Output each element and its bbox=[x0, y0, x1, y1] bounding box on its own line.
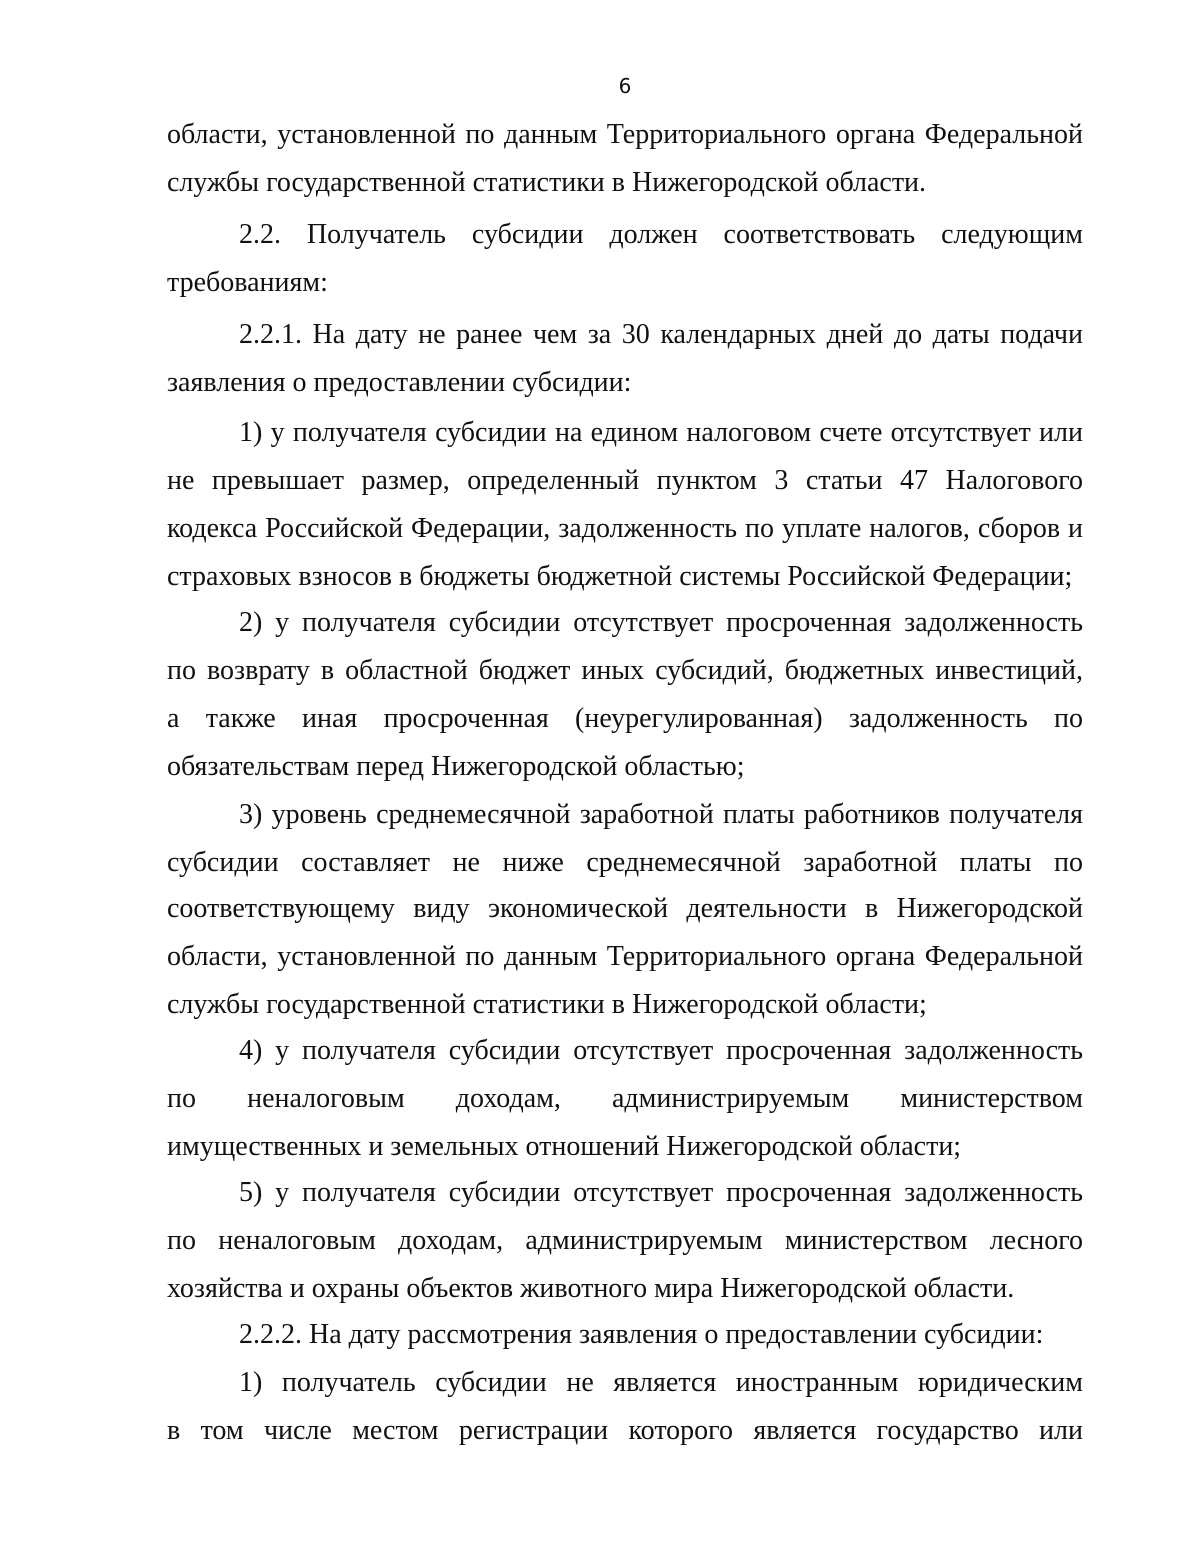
page-number: 6 bbox=[618, 74, 632, 98]
text-line: по неналоговым доходам, администрируемым министерством лесного bbox=[167, 1225, 1083, 1256]
text-line: по неналоговым доходам, администрируемым министерством bbox=[167, 1083, 1083, 1114]
text-line: 2.2. Получатель субсидии должен соответствовать следующим bbox=[239, 219, 1083, 250]
text-line: 4) у получателя субсидии отсутствует просроченная задолженность bbox=[239, 1035, 1083, 1066]
text-line: 1) получатель субсидии не является иностранным юридическим bbox=[239, 1367, 1083, 1398]
text-line: службы государственной статистики в Нижегородской области; bbox=[167, 989, 927, 1020]
text-line: соответствующему виду экономической деятельности в Нижегородской bbox=[167, 893, 1083, 924]
text-line: 1) у получателя субсидии на едином налоговом счете отсутствует или bbox=[239, 417, 1083, 448]
text-line: службы государственной статистики в Нижегородской области. bbox=[167, 167, 927, 198]
text-line: области, установленной по данным Территориального органа Федеральной bbox=[167, 119, 1083, 150]
text-line: области, установленной по данным Территориального органа Федеральной bbox=[167, 941, 1083, 972]
text-line: в том числе местом регистрации которого является государство или bbox=[167, 1415, 1083, 1446]
text-line: 3) уровень среднемесячной заработной платы работников получателя bbox=[239, 799, 1083, 830]
text-line: хозяйства и охраны объектов животного мира Нижегородской области. bbox=[167, 1273, 1015, 1304]
text-line: имущественных и земельных отношений Нижегородской области; bbox=[167, 1131, 962, 1162]
text-line: а также иная просроченная (неурегулированная) задолженность по bbox=[167, 703, 1083, 734]
text-line: заявления о предоставлении субсидии: bbox=[167, 367, 632, 398]
text-line: субсидии составляет не ниже среднемесячной заработной платы по bbox=[167, 847, 1083, 878]
text-line: требованиям: bbox=[167, 267, 328, 298]
text-line: 5) у получателя субсидии отсутствует просроченная задолженность bbox=[239, 1177, 1083, 1208]
text-line: 2.2.1. На дату не ранее чем за 30 календарных дней до даты подачи bbox=[239, 319, 1083, 350]
text-line: кодекса Российской Федерации, задолженность по уплате налогов, сборов и bbox=[167, 513, 1083, 544]
text-line: 2) у получателя субсидии отсутствует просроченная задолженность bbox=[239, 607, 1083, 638]
text-line: обязательствам перед Нижегородской областью; bbox=[167, 751, 745, 782]
text-line: страховых взносов в бюджеты бюджетной системы Российской Федерации; bbox=[167, 561, 1073, 592]
text-line: 2.2.2. На дату рассмотрения заявления о предоставлении субсидии: bbox=[239, 1319, 1044, 1350]
text-line: не превышает размер, определенный пунктом 3 статьи 47 Налогового bbox=[167, 465, 1083, 496]
text-line: по возврату в областной бюджет иных субсидий, бюджетных инвестиций, bbox=[167, 655, 1083, 686]
